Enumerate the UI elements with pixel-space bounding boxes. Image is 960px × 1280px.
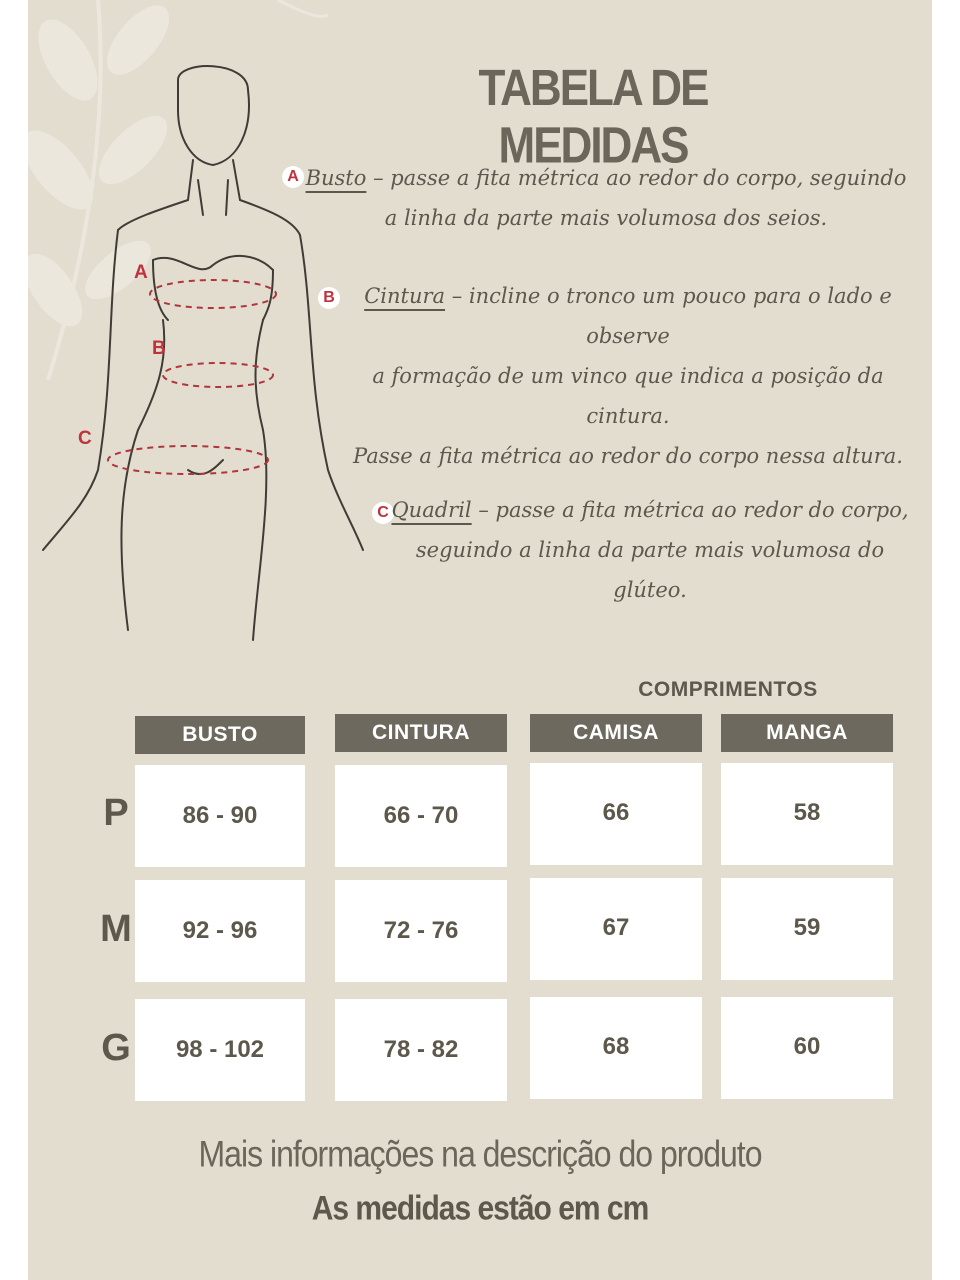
comprimentos-label: COMPRIMENTOS [638, 678, 818, 701]
cell-m-cintura: 72 - 76 [335, 880, 507, 982]
cell-p-busto: 86 - 90 [135, 765, 305, 867]
term-cintura: Cintura [364, 284, 446, 308]
figure-marker-c: C [78, 428, 92, 449]
instruction-quadril: Quadril – passe a fita métrica ao redor do corpo, seguindo a linha da parte mais volumosa do glúteo. [391, 498, 909, 602]
marker-a-badge: A [282, 166, 304, 188]
footer-info: Mais informações na descrição do produto [198, 1133, 762, 1175]
cell-p-manga: 58 [721, 763, 893, 865]
term-busto: Busto [305, 166, 367, 190]
cell-g-cintura: 78 - 82 [335, 999, 507, 1101]
instruction-busto: Busto – passe a fita métrica ao redor do corpo, seguindo a linha da parte mais volumosa dos seios. [305, 166, 907, 230]
page-title: TABELA DE MEDIDAS [478, 60, 708, 174]
cell-g-busto: 98 - 102 [135, 999, 305, 1101]
header-busto: BUSTO [135, 716, 305, 754]
figure-marker-b: B [152, 338, 166, 359]
cell-m-manga: 59 [721, 878, 893, 980]
marker-b-badge: B [318, 287, 340, 309]
size-label-p: P [103, 792, 129, 834]
size-label-g: G [101, 1027, 131, 1069]
figure-marker-a: A [134, 262, 148, 283]
size-label-m: M [100, 908, 132, 950]
cell-g-camisa: 68 [530, 997, 702, 1099]
header-cintura: CINTURA [335, 714, 507, 752]
cell-m-camisa: 67 [530, 878, 702, 980]
footer-units: As medidas estão em cm [311, 1189, 649, 1228]
cell-m-busto: 92 - 96 [135, 880, 305, 982]
cell-g-manga: 60 [721, 997, 893, 1099]
cell-p-camisa: 66 [530, 763, 702, 865]
instruction-cintura: Cintura – incline o tronco um pouco para o lado e observe a formação de um vinco que indica a posição da cintura. Passe a fita métrica ao redor do corpo nessa altura. [353, 284, 903, 468]
header-camisa: CAMISA [530, 714, 702, 752]
header-manga: MANGA [721, 714, 893, 752]
marker-c-badge: C [372, 502, 394, 524]
term-quadril: Quadril [391, 498, 472, 522]
cell-p-cintura: 66 - 70 [335, 765, 507, 867]
size-chart-panel [28, 0, 932, 1280]
